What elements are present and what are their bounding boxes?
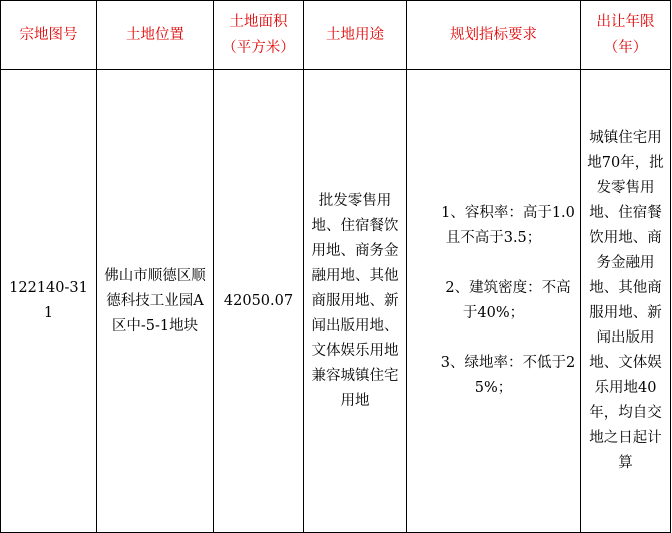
table-row — [1, 70, 671, 533]
indicator-green-ratio: 3、绿地率：不低于25%； — [440, 355, 576, 396]
table-header-row — [1, 1, 671, 70]
header-usage: 土地用途 — [304, 1, 407, 70]
indicator-plot-ratio: 1、容积率：高于1.0且不高于3.5； — [441, 205, 575, 246]
header-parcel-no: 宗地图号 — [1, 1, 97, 70]
cell-term: 城镇住宅用地70年，批发零售用地、住宿餐饮用地、商务金融用地、其他商服用地、新闻出版用地、文体娱乐用地40年，均自交地之日起计算 — [581, 70, 671, 533]
header-indicators: 规划指标要求 — [407, 1, 581, 70]
header-term: 出让年限（年） — [581, 1, 671, 70]
cell-area: 42050.07 — [214, 70, 304, 533]
indicator-building-density: 2、建筑密度：不高于40%； — [445, 280, 571, 321]
cell-indicators — [407, 70, 581, 533]
header-area: 土地面积（平方米） — [214, 1, 304, 70]
cell-parcel-no: 122140-311 — [1, 70, 97, 533]
cell-usage: 批发零售用地、住宿餐饮用地、商务金融用地、其他商服用地、新闻出版用地、文体娱乐用地兼容城镇住宅用地 — [304, 70, 407, 533]
header-location: 土地位置 — [97, 1, 214, 70]
cell-location: 佛山市顺德区顺德科技工业园A区中-5-1地块 — [97, 70, 214, 533]
